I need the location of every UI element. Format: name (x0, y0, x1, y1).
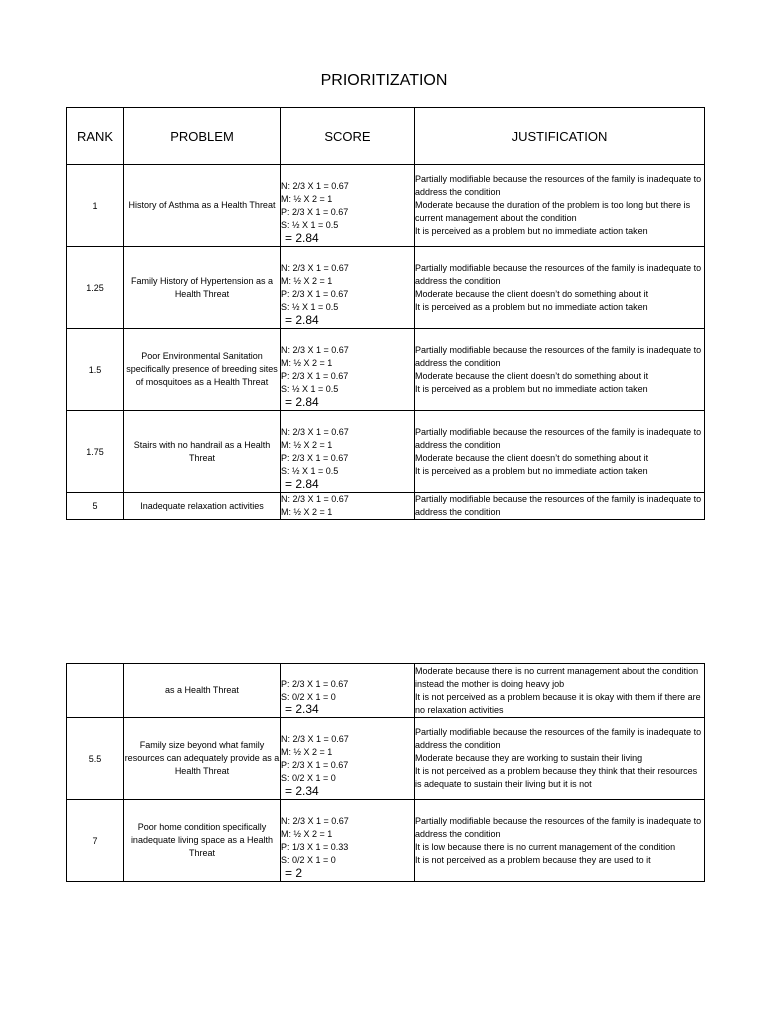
score-line: S: ½ X 1 = 0.5 (281, 219, 339, 230)
justification-line: It is low because there is no current management of the condition (415, 841, 676, 852)
justification-cell (415, 411, 705, 493)
justification-line: Moderate because they are working to sustain their living (415, 753, 643, 763)
score-line: N: 2/3 X 1 = 0.67 (281, 262, 349, 273)
score-line: P: 2/3 X 1 = 0.67 (281, 678, 349, 689)
score-total: = 2.34 (285, 784, 319, 798)
justification-line: Partially modifiable because the resources of the family is inadequate to address the condition (415, 174, 702, 197)
score-line: M: ½ X 2 = 1 (281, 193, 333, 204)
score-total: = 2.34 (285, 702, 319, 716)
prioritization-table-continued (66, 663, 705, 882)
rank-header: RANK (67, 108, 124, 165)
justification-cell (415, 800, 705, 882)
score-line: N: 2/3 X 1 = 0.67 (281, 494, 349, 504)
justification-line: Moderate because the duration of the problem is too long but there is current management about the condition (415, 200, 691, 223)
justification-line: Moderate because the client doesn’t do something about it (415, 370, 649, 381)
score-line: P: 2/3 X 1 = 0.67 (281, 206, 349, 217)
score-line: S: ½ X 1 = 0.5 (281, 383, 339, 394)
justification-line: It is not perceived as a problem because they are used to it (415, 854, 651, 865)
score-total: = 2 (285, 866, 303, 880)
rank-cell: 5.5 (67, 718, 124, 800)
page-title: PRIORITIZATION (320, 72, 448, 89)
score-total: = 2.84 (285, 395, 319, 409)
score-line: N: 2/3 X 1 = 0.67 (281, 815, 349, 826)
rank-cell: 1.5 (67, 329, 124, 411)
score-cell (281, 800, 415, 882)
score-line: M: ½ X 2 = 1 (281, 357, 333, 368)
score-line: P: 2/3 X 1 = 0.67 (281, 759, 349, 770)
score-total: = 2.84 (285, 231, 319, 245)
table-row (67, 247, 705, 329)
score-cell (281, 718, 415, 800)
table-row (67, 165, 705, 247)
rank-cell: 1 (67, 165, 124, 247)
score-cell (281, 411, 415, 493)
justification-line: Partially modifiable because the resources of the family is inadequate to address the condition (415, 426, 702, 450)
score-cell (281, 329, 415, 411)
justification-line: It is perceived as a problem but no immediate action taken (415, 226, 648, 236)
problem-cell: as a Health Threat (124, 664, 281, 718)
score-line: N: 2/3 X 1 = 0.67 (281, 344, 349, 355)
justification-line: Moderate because the client doesn’t do something about it (415, 288, 649, 299)
score-line: S: 0/2 X 1 = 0 (281, 854, 336, 865)
rank-cell (67, 664, 124, 718)
rank-cell: 1.75 (67, 411, 124, 493)
score-cell (281, 247, 415, 329)
score-cell (281, 165, 415, 247)
justification-line: Partially modifiable because the resources of the family is inadequate to address the condition (415, 815, 702, 839)
justification-line: Partially modifiable because the resources of the family is inadequate to address the condition (415, 494, 702, 517)
score-line: P: 2/3 X 1 = 0.67 (281, 370, 349, 381)
score-cell (281, 493, 415, 520)
justification-cell (415, 247, 705, 329)
rank-cell: 1.25 (67, 247, 124, 329)
table-row (67, 493, 705, 520)
score-line: S: ½ X 1 = 0.5 (281, 301, 339, 312)
justification-line: Partially modifiable because the resources of the family is inadequate to address the condition (415, 727, 702, 750)
table-header-row (67, 108, 705, 165)
score-line: P: 2/3 X 1 = 0.67 (281, 288, 349, 299)
score-line: N: 2/3 X 1 = 0.67 (281, 426, 349, 437)
justification-cell (415, 718, 705, 800)
justification-line: It is not perceived as a problem because it is okay with them if there are no relaxation activities (415, 691, 701, 715)
justification-line: Partially modifiable because the resources of the family is inadequate to address the condition (415, 344, 702, 368)
problem-cell: Poor home condition specifically inadequate living space as a Health Threat (124, 800, 281, 882)
table-body-continued (67, 664, 705, 882)
problem-cell: History of Asthma as a Health Threat (124, 165, 281, 247)
score-line: M: ½ X 2 = 1 (281, 275, 333, 286)
problem-cell: Family size beyond what family resources can adequately provide as a Health Threat (124, 718, 281, 800)
score-line: S: ½ X 1 = 0.5 (281, 465, 339, 476)
table-row (67, 329, 705, 411)
justification-line: It is perceived as a problem but no immediate action taken (415, 301, 648, 312)
justification-cell (415, 329, 705, 411)
score-line: S: 0/2 X 1 = 0 (281, 691, 336, 702)
score-line: N: 2/3 X 1 = 0.67 (281, 180, 349, 191)
score-line: M: ½ X 2 = 1 (281, 507, 333, 517)
score-line: M: ½ X 2 = 1 (281, 439, 333, 450)
score-line: N: 2/3 X 1 = 0.67 (281, 733, 349, 744)
score-total: = 2.84 (285, 313, 319, 327)
rank-cell: 7 (67, 800, 124, 882)
table-row (67, 800, 705, 882)
justification-line: Partially modifiable because the resources of the family is inadequate to address the condition (415, 262, 702, 286)
justification-line: It is perceived as a problem but no immediate action taken (415, 465, 648, 476)
score-total: = 2.84 (285, 477, 319, 491)
score-line: P: 1/3 X 1 = 0.33 (281, 841, 349, 852)
rank-cell: 5 (67, 493, 124, 520)
justification-line: It is perceived as a problem but no immediate action taken (415, 383, 648, 394)
table-body (67, 165, 705, 520)
problem-cell: Inadequate relaxation activities (124, 493, 281, 520)
prioritization-table (66, 107, 705, 520)
justification-line: It is not perceived as a problem because they think that their resources is adequate to sustain their living but it is not (415, 766, 698, 789)
problem-cell: Stairs with no handrail as a Health Threat (124, 411, 281, 493)
score-cell (281, 664, 415, 718)
justification-cell (415, 493, 705, 520)
justification-line: Moderate because there is no current management about the condition instead the mother is doing heavy job (415, 665, 699, 689)
justification-cell (415, 165, 705, 247)
problem-cell: Family History of Hypertension as a Health Threat (124, 247, 281, 329)
score-line: S: 0/2 X 1 = 0 (281, 772, 336, 783)
table-row (67, 664, 705, 718)
table-row (67, 411, 705, 493)
problem-header: PROBLEM (124, 108, 281, 165)
justification-header: JUSTIFICATION (415, 108, 705, 165)
justification-line: Moderate because the client doesn’t do something about it (415, 452, 649, 463)
problem-cell: Poor Environmental Sanitation specifically presence of breeding sites of mosquitoes as a Health Threat (124, 329, 281, 411)
score-line: M: ½ X 2 = 1 (281, 828, 333, 839)
score-line: M: ½ X 2 = 1 (281, 746, 333, 757)
table-row (67, 718, 705, 800)
justification-cell (415, 664, 705, 718)
score-line: P: 2/3 X 1 = 0.67 (281, 452, 349, 463)
score-header: SCORE (281, 108, 415, 165)
